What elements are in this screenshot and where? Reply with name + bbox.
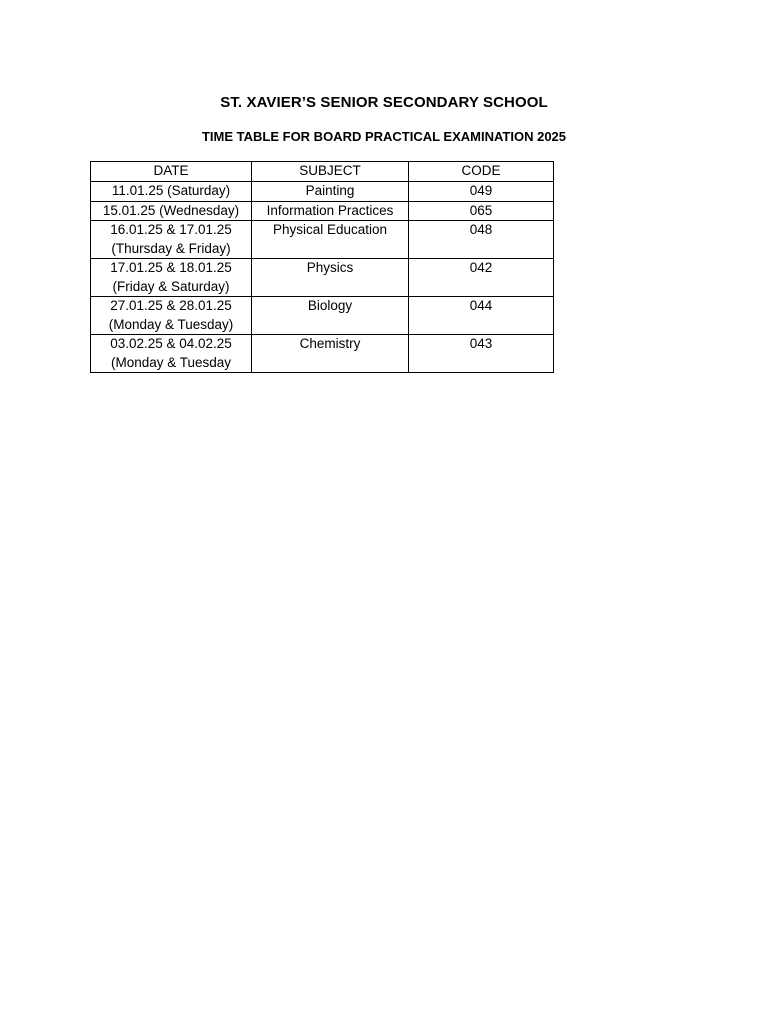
column-header-date: DATE — [91, 162, 252, 182]
table-row — [91, 221, 554, 259]
document-title: TIME TABLE FOR BOARD PRACTICAL EXAMINATION 2025 — [201, 129, 567, 144]
code-cell: 042 — [409, 259, 554, 297]
table-row — [91, 201, 554, 221]
subject-cell: Information Practices — [252, 201, 409, 221]
code-cell: 048 — [409, 221, 554, 259]
date-cell: 11.01.25 (Saturday) — [91, 182, 252, 202]
subject-cell: Physical Education — [252, 221, 409, 259]
code-cell: 065 — [409, 201, 554, 221]
column-header-subject: SUBJECT — [252, 162, 409, 182]
column-header-code: CODE — [409, 162, 554, 182]
date-cell: 27.01.25 & 28.01.25 (Monday & Tuesday) — [91, 297, 252, 335]
date-cell: 17.01.25 & 18.01.25 (Friday & Saturday) — [91, 259, 252, 297]
subject-cell: Biology — [252, 297, 409, 335]
timetable — [90, 161, 554, 373]
code-cell: 043 — [409, 335, 554, 373]
school-name: ST. XAVIER’S SENIOR SECONDARY SCHOOL — [220, 94, 548, 111]
table-row — [91, 259, 554, 297]
table-row — [91, 297, 554, 335]
code-cell: 049 — [409, 182, 554, 202]
subject-cell: Physics — [252, 259, 409, 297]
subject-cell: Painting — [252, 182, 409, 202]
date-cell: 03.02.25 & 04.02.25 (Monday & Tuesday — [91, 335, 252, 373]
table-row — [91, 335, 554, 373]
date-cell: 15.01.25 (Wednesday) — [91, 201, 252, 221]
table-header-row — [91, 162, 554, 182]
subject-cell: Chemistry — [252, 335, 409, 373]
code-cell: 044 — [409, 297, 554, 335]
table-row — [91, 182, 554, 202]
date-cell: 16.01.25 & 17.01.25 (Thursday & Friday) — [91, 221, 252, 259]
